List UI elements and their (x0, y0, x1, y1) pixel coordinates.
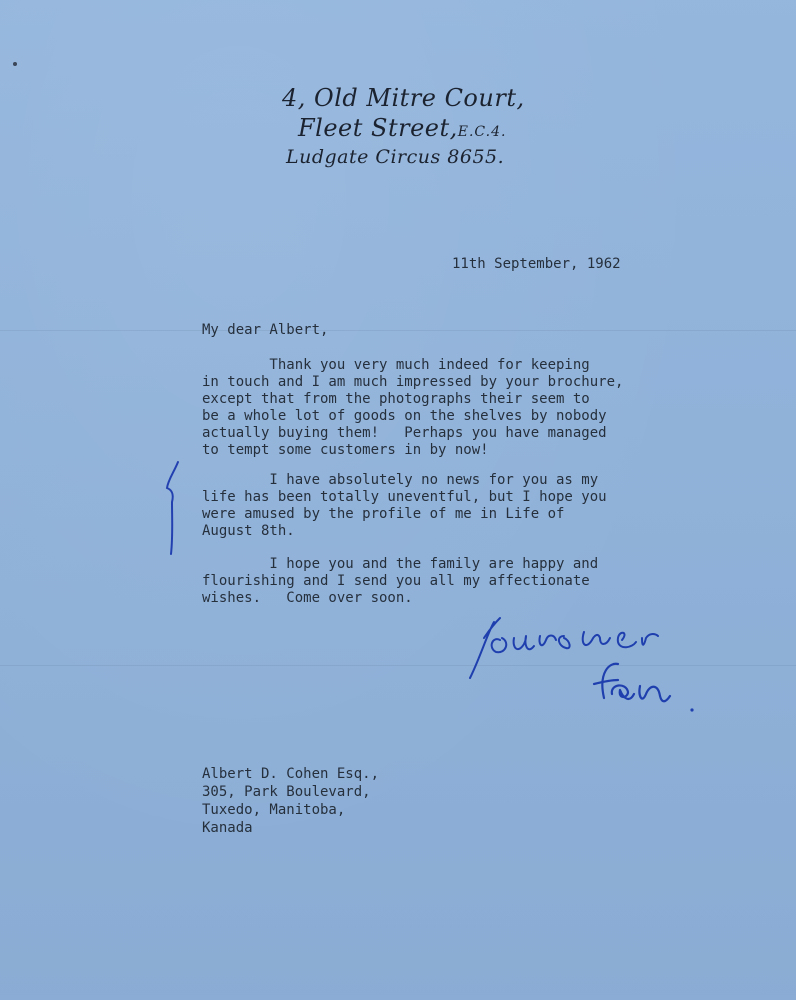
salutation: My dear Albert, (202, 322, 329, 338)
letterhead-telephone-line: Ludgate Circus 8655. (286, 146, 505, 168)
paper-fold-line (0, 330, 796, 331)
body-line: Thank you very much indeed for keeping (202, 357, 590, 373)
body-line: were amused by the profile of me in Life of (202, 506, 565, 522)
body-line: I have absolutely no news for you as my (202, 472, 599, 488)
body-line: flourishing and I send you all my affectionate (202, 573, 590, 589)
address-line: Tuxedo, Manitoba, (202, 802, 346, 818)
body-line: wishes. Come over soon. (202, 590, 413, 606)
address-line: Albert D. Cohen Esq., (202, 766, 380, 782)
paragraph-1 (202, 357, 762, 459)
body-line: I hope you and the family are happy and (202, 556, 599, 572)
body-line: to tempt some customers in by now! (202, 442, 489, 458)
margin-pen-mark (160, 458, 190, 558)
body-line: except that from the photographs their seem to (202, 391, 590, 407)
address-line: Kanada (202, 820, 253, 836)
body-line: actually buying them! Perhaps you have managed (202, 425, 607, 441)
body-line: in touch and I am much impressed by your brochure, (202, 374, 624, 390)
body-line: August 8th. (202, 523, 295, 539)
body-line: be a whole lot of goods on the shelves by nobody (202, 408, 607, 424)
letterhead-address-line: 4, Old Mitre Court, (282, 84, 525, 112)
letterhead-postcode: E.C.4. (457, 124, 507, 140)
ink-speck (13, 62, 17, 66)
recipient-address (202, 765, 379, 837)
letterhead-street: Fleet Street, (298, 114, 458, 142)
address-line: 305, Park Boulevard, (202, 784, 371, 800)
paragraph-2 (202, 472, 762, 540)
body-line: life has been totally uneventful, but I hope you (202, 489, 607, 505)
handwritten-signature (460, 610, 720, 730)
letterhead-street-line (0, 114, 796, 142)
letter-date: 11th September, 1962 (452, 256, 621, 272)
paragraph-3 (202, 556, 762, 607)
